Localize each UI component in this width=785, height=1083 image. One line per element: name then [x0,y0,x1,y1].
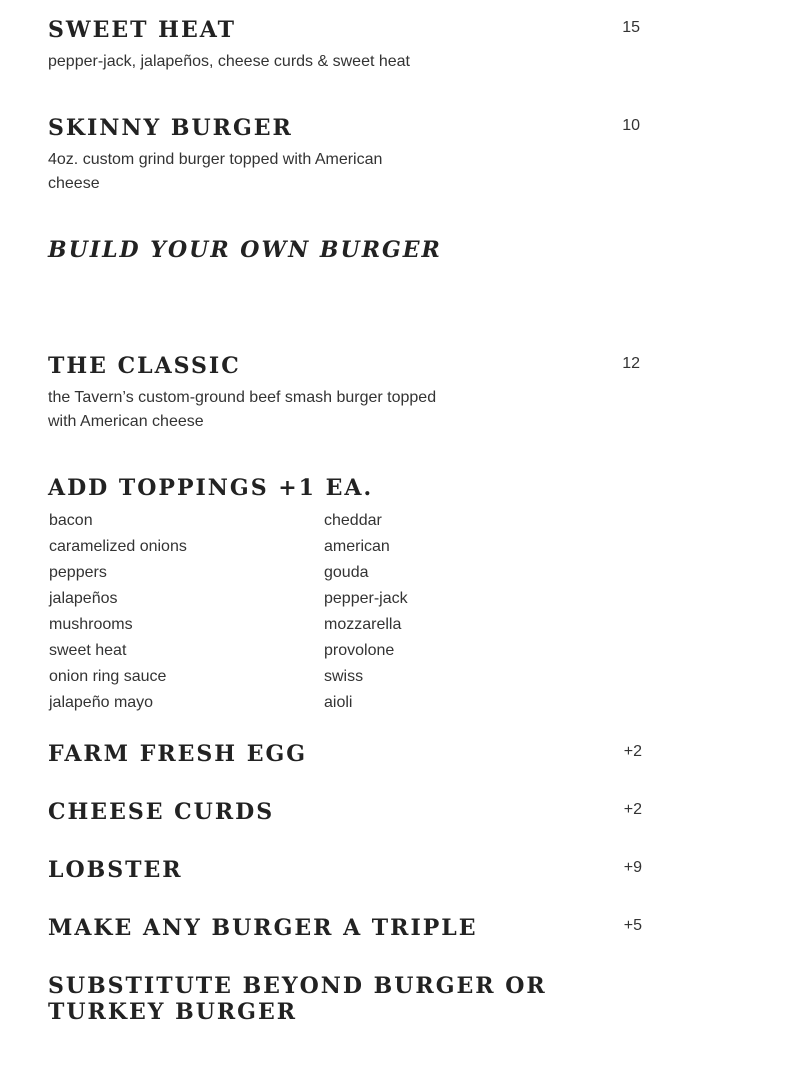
topping-item: sweet heat [49,642,127,659]
extra-title: MAKE ANY BURGER A TRIPLE [48,915,478,941]
topping-item: bacon [49,512,93,529]
item-description-line: cheese [48,175,100,192]
extra-price: +2 [623,801,642,818]
extra-title: LOBSTER [48,857,183,883]
item-price: 10 [622,117,640,134]
toppings-list-right [324,508,408,716]
item-description-line: 4oz. custom grind burger topped with American [48,151,383,168]
extra-cheese-curds [0,798,785,838]
item-description-line: the Tavern’s custom-ground beef smash burger topped [48,389,437,406]
topping-item: gouda [324,564,369,581]
section-title: BUILD YOUR OWN BURGER [48,237,442,263]
topping-item: cheddar [324,512,382,529]
item-title: SKINNY BURGER [48,115,293,141]
extra-title: CHEESE CURDS [48,799,275,825]
topping-item: jalapeños [49,590,118,607]
extra-price: +2 [623,743,642,760]
item-title: THE CLASSIC [48,353,241,379]
menu-item-sweet-heat [0,0,785,80]
extra-farm-fresh-egg [0,740,785,780]
substitute-option [0,972,785,1032]
topping-item: swiss [324,668,364,685]
topping-item: caramelized onions [49,538,187,555]
topping-item: mushrooms [49,616,133,633]
topping-item: provolone [324,642,395,659]
item-description: pepper-jack, jalapeños, cheese curds & sweet heat [48,53,410,70]
item-title: SWEET HEAT [48,17,236,43]
topping-item: pepper-jack [324,590,408,607]
substitute-title-line: TURKEY BURGER [48,999,297,1025]
toppings-list-left [49,508,187,716]
extra-price: +9 [623,859,642,876]
menu-item-skinny-burger [0,100,785,200]
extra-make-triple [0,914,785,954]
toppings-title: ADD TOPPINGS +1 EA. [48,475,374,501]
menu-item-the-classic [0,340,785,440]
item-description-line: with American cheese [48,413,204,430]
item-price: 12 [622,355,640,372]
topping-item: onion ring sauce [49,668,167,685]
topping-item: mozzarella [324,616,402,633]
topping-item: american [324,538,390,555]
topping-item: peppers [49,564,107,581]
extra-title: FARM FRESH EGG [48,741,308,767]
topping-item: aioli [324,694,353,711]
topping-item: jalapeño mayo [49,694,154,711]
substitute-title-line: SUBSTITUTE BEYOND BURGER OR [48,973,547,999]
extra-lobster [0,856,785,896]
item-price: 15 [622,19,640,36]
extra-price: +5 [623,917,642,934]
